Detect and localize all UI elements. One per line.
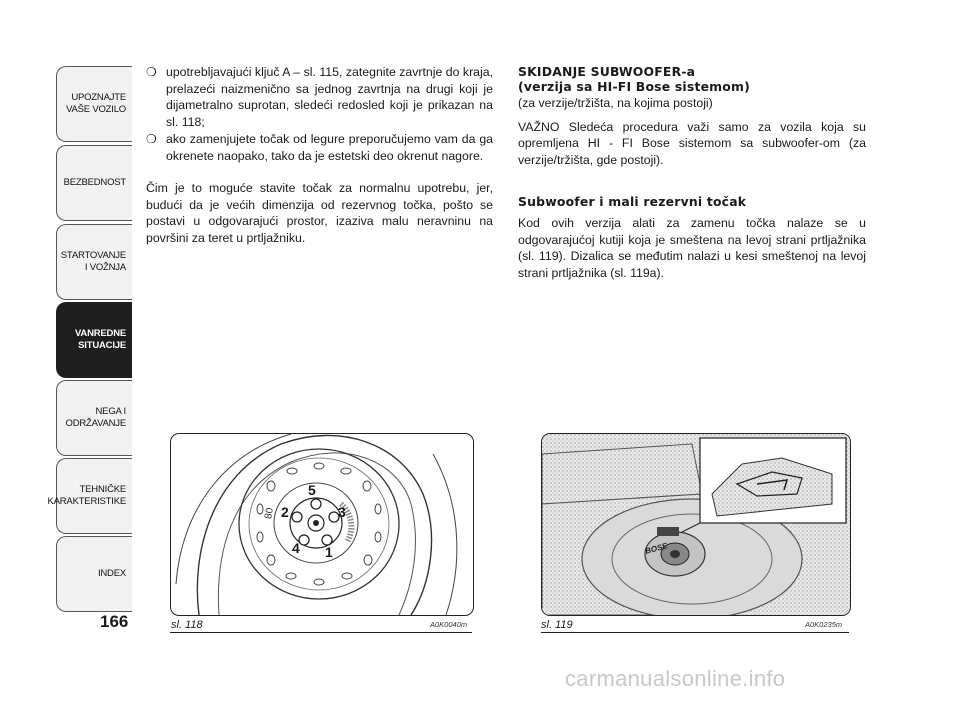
bolt-label: 4: [292, 540, 300, 556]
tab-startovanje[interactable]: STARTOVANJE I VOŽNJA: [56, 224, 132, 300]
figure-118: [170, 433, 474, 616]
bullet-item: [146, 64, 493, 130]
circle-bullet-icon: ❍: [146, 65, 157, 79]
rim-marking: 80: [263, 507, 276, 520]
figure-119-code: A0K0235m: [805, 620, 843, 629]
watermark: carmanualsonline.info: [565, 666, 786, 691]
bolt-label: 2: [281, 504, 289, 520]
tab-upoznajte[interactable]: UPOZNAJTE VAŠE VOZILO: [56, 66, 132, 142]
circle-bullet-icon: ❍: [146, 132, 157, 146]
figure-118-caption: sl. 118: [171, 619, 203, 631]
wheel-illustration: [171, 434, 473, 615]
trunk-illustration: [542, 434, 850, 615]
bose-badge: BOSE: [644, 541, 669, 556]
figure-118-rule: [170, 632, 472, 633]
figure-119: [541, 433, 851, 616]
tab-bezbednost[interactable]: BEZBEDNOST: [56, 145, 132, 221]
important-note: VAŽNO Sledeća procedura važi samo za vozila koja su opremljena HI - FI Bose sistemom sa subwoofer-om (za verzije/tržišta, gde postoji).: [518, 119, 866, 167]
body-paragraph: Čim je to moguće stavite točak za normalnu upotrebu, jer, budući da je većih dimenzija od rezervnog točka, pošto se postavi u odgovarajući prostor, izaziva malu neravninu na površini za teret u prtljažniku.: [146, 181, 493, 245]
right-column: [518, 64, 866, 281]
tab-nega[interactable]: NEGA I ODRŽAVANJE: [56, 380, 132, 456]
figure-118-code: A0K0040m: [430, 620, 468, 629]
bullet-text: ako zamenjujete točak od legure preporučujemo vam da ga okrenete naopako, tako da je estetski deo okrenut nagore.: [166, 132, 493, 163]
tab-index[interactable]: INDEX: [56, 536, 132, 612]
bolt-label: 1: [325, 544, 333, 560]
body-paragraph: Kod ovih verzija alati za zamenu točka nalaze se u odgovarajućoj kutiji koja je smeštena na levoj strani prtljažnika (sl. 119). Dizalica se međutim nalazi u kesi smeštenoj na levoj strani prtljažnika (sl. 119a).: [518, 216, 866, 280]
bolt-label: 5: [308, 482, 316, 498]
figure-119-rule: [541, 632, 849, 633]
bolt-label: 3: [338, 504, 346, 520]
bullet-item: [146, 131, 493, 164]
subsection-heading: Subwoofer i mali rezervni točak: [518, 194, 747, 209]
tab-vanredne-situacije[interactable]: VANREDNE SITUACIJE: [56, 302, 132, 378]
heading-note: (za verzije/tržišta, na kojima postoji): [518, 96, 713, 110]
page-number: 166: [100, 612, 129, 631]
section-heading: SKIDANJE SUBWOOFER-a: [518, 64, 696, 79]
left-column: [146, 64, 493, 246]
figure-119-caption: sl. 119: [541, 619, 573, 631]
tab-tehnicke[interactable]: TEHNIČKE KARAKTERISTIKE: [56, 458, 132, 534]
section-heading-version: (verzija sa HI-FI Bose sistemom): [518, 79, 750, 94]
bullet-text: upotrebljavajući ključ A – sl. 115, zategnite zavrtnje do kraja, prelazeći naizmenično sa jednog zavrtnja na drugi koji je dijametralno suprotan, sledeći redosled koji je prikazan na sl. 118;: [166, 65, 493, 129]
